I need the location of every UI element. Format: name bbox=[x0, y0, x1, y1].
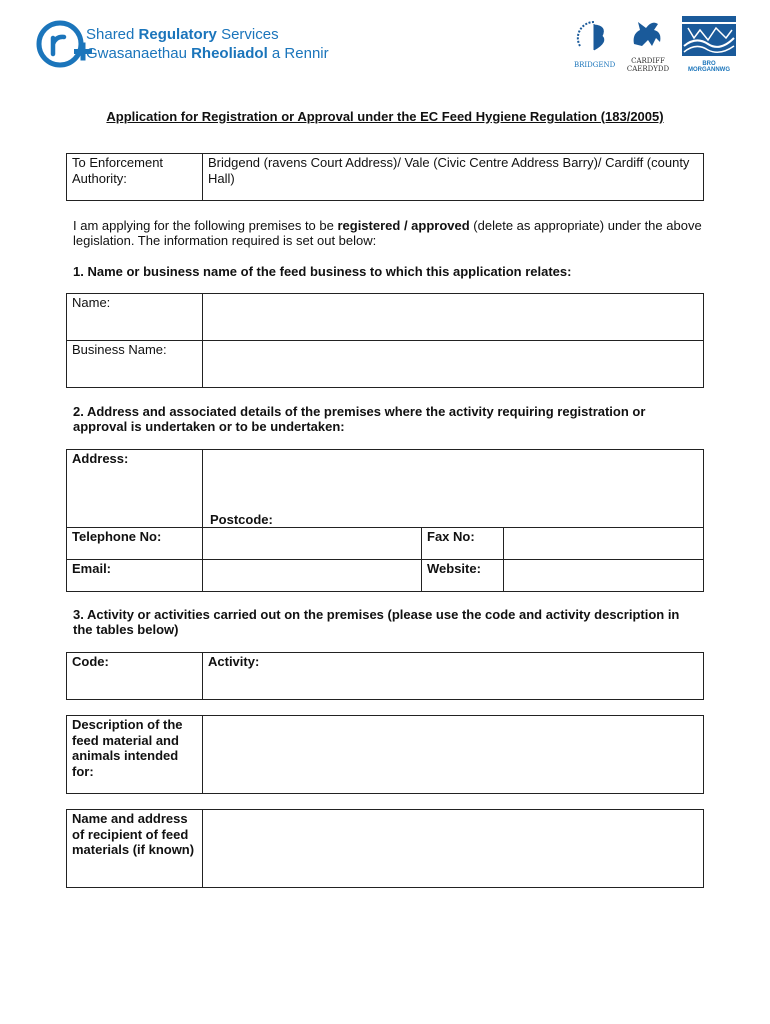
vale-icon bbox=[682, 16, 736, 56]
address-field[interactable] bbox=[203, 450, 704, 528]
email-label: Email: bbox=[67, 560, 203, 592]
recipient-label: Name and address of recipient of feed materials (if known) bbox=[67, 810, 203, 888]
name-table bbox=[66, 293, 704, 388]
logo-line-2: Gwasanaethau Rheoliadol a Rennir bbox=[86, 45, 329, 62]
srs-logo bbox=[36, 16, 336, 74]
section-2-heading: 2. Address and associated details of the premises where the activity requiring registration or approval is undertaken or to be undertaken: bbox=[73, 404, 646, 434]
name-label: Name: bbox=[67, 294, 203, 341]
activity-field[interactable] bbox=[203, 653, 704, 700]
cardiff-label: CARDIFF CAERDYDD bbox=[626, 57, 670, 73]
page-title: Application for Registration or Approval under the EC Feed Hygiene Regulation (183/2005) bbox=[106, 109, 664, 124]
address-label: Address: bbox=[67, 450, 203, 528]
description-field[interactable] bbox=[203, 716, 704, 794]
website-label: Website: bbox=[422, 560, 504, 592]
vale-logo bbox=[682, 16, 736, 73]
fax-field[interactable] bbox=[504, 528, 704, 560]
business-name-label: Business Name: bbox=[67, 341, 203, 388]
activity-label: Activity: bbox=[208, 654, 260, 669]
bridgend-label: BRIDGEND bbox=[574, 61, 616, 69]
name-field[interactable] bbox=[203, 294, 704, 341]
intro-paragraph: I am applying for the following premises to be registered / approved (delete as appropriate) under the above legislation. The information required is set out below: bbox=[73, 218, 702, 248]
code-field[interactable] bbox=[67, 653, 203, 700]
authority-value[interactable]: Bridgend (ravens Court Address)/ Vale (Civic Centre Address Barry)/ Cardiff (county Hall) bbox=[203, 154, 704, 201]
bridgend-logo bbox=[574, 16, 616, 69]
telephone-label: Telephone No: bbox=[67, 528, 203, 560]
section-3-heading: 3. Activity or activities carried out on the premises (please use the code and activity description in the tables below) bbox=[73, 607, 680, 637]
section-1-heading: 1. Name or business name of the feed business to which this application relates: bbox=[73, 264, 572, 279]
telephone-field[interactable] bbox=[203, 528, 422, 560]
cardiff-logo bbox=[626, 16, 670, 73]
code-label: Code: bbox=[72, 654, 109, 669]
recipient-table bbox=[66, 809, 704, 888]
postcode-label: Postcode: bbox=[210, 511, 273, 527]
description-table bbox=[66, 715, 704, 794]
vale-label: BRO MORGANNWG bbox=[688, 61, 730, 73]
email-field[interactable] bbox=[203, 560, 422, 592]
bridgend-crest-icon bbox=[574, 16, 614, 56]
authority-label: To Enforcement Authority: bbox=[67, 154, 203, 201]
authority-table bbox=[66, 153, 704, 201]
website-field[interactable] bbox=[504, 560, 704, 592]
recipient-field[interactable] bbox=[203, 810, 704, 888]
activity-table bbox=[66, 652, 704, 700]
business-name-field[interactable] bbox=[203, 341, 704, 388]
dragon-icon bbox=[626, 16, 670, 52]
description-label: Description of the feed material and animals intended for: bbox=[67, 716, 203, 794]
address-table bbox=[66, 449, 704, 592]
logo-line-1: Shared Regulatory Services bbox=[86, 26, 279, 43]
fax-label: Fax No: bbox=[422, 528, 504, 560]
